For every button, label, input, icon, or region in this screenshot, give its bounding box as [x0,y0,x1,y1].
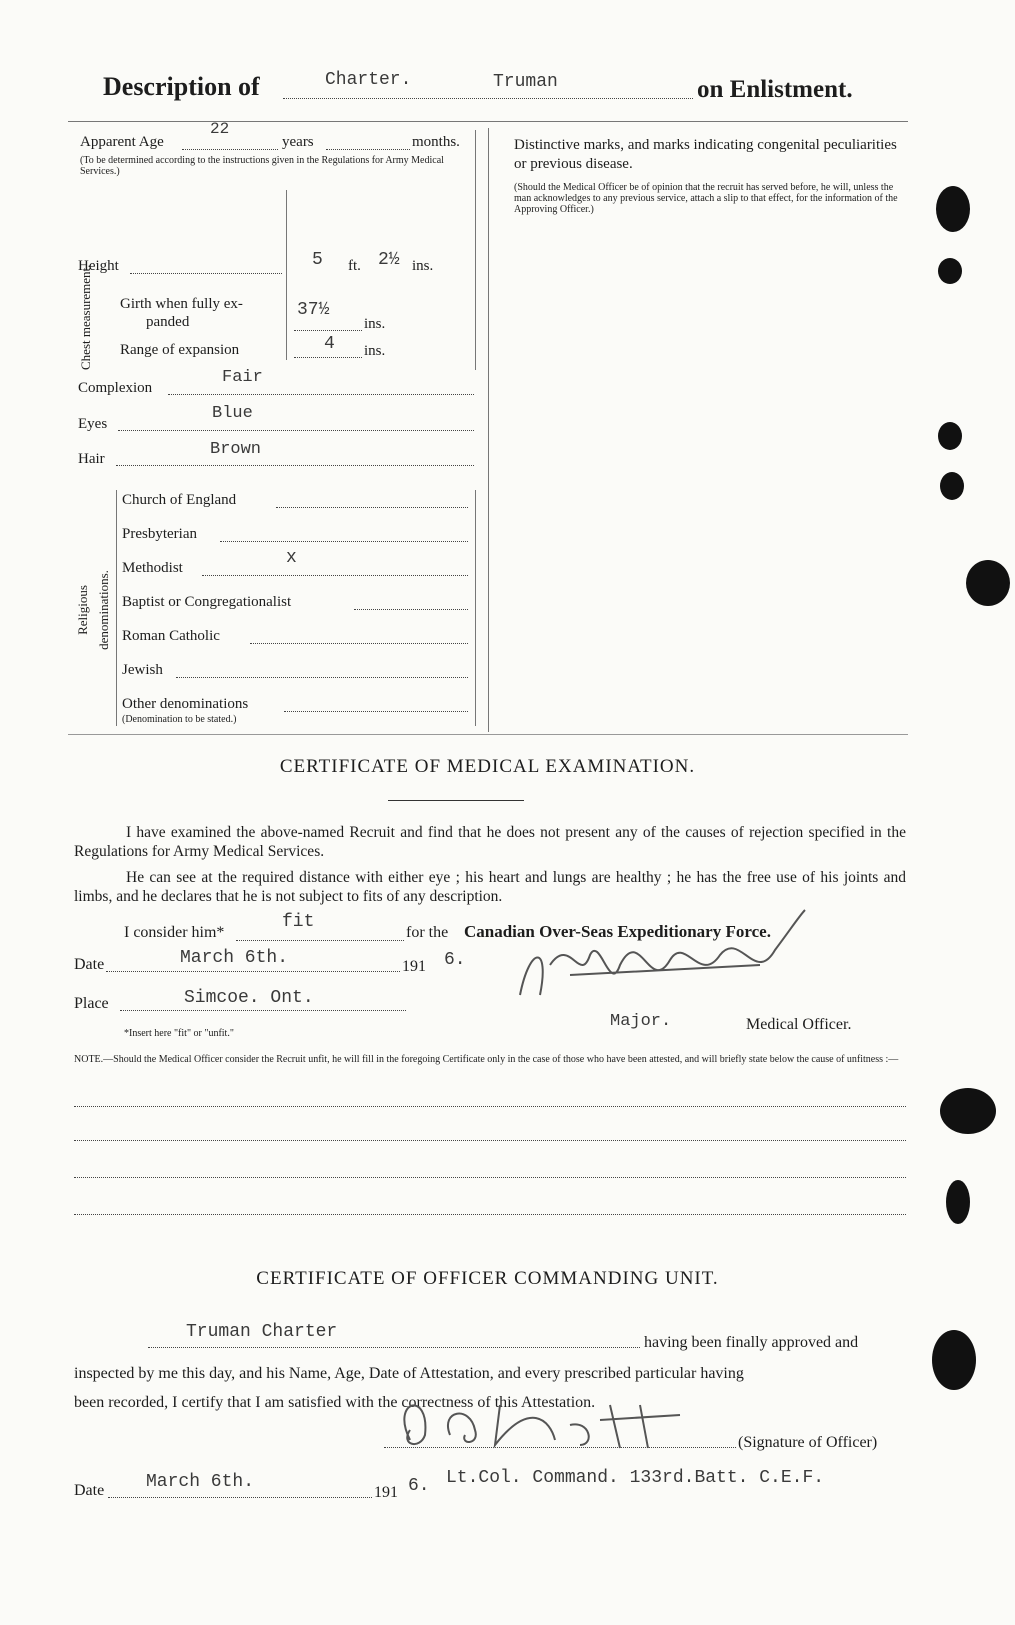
religion-side-label-1: Religious [75,585,90,635]
religion-side-label-2: denominations. [96,570,111,650]
measure-column-divider [286,190,287,360]
medical-para-2: He can see at the required distance with either eye ; his heart and lungs are healthy ; he has the free use of his joints and limbs, and he declares that he is not subject to fits of any description. [74,869,906,905]
complexion-value: Fair [222,368,263,387]
height-ft-label: ft. [348,258,361,274]
medical-year-prefix: 191 [402,958,426,975]
complexion-dotted-line [168,394,474,395]
header-suffix: on Enlistment. [697,76,853,103]
chest-girth-label-2: panded [146,314,190,330]
header-surname: Charter. [325,70,412,90]
commanding-line-3: been recorded, I certify that I am satisfied with the correctness of this Attestation. [74,1394,596,1411]
religion-bracket [116,490,117,726]
header-given-name: Truman [493,72,558,92]
medical-note: NOTE.—Should the Medical Officer consider the Recruit unfit, he will fill in the foregoing Certificate only in the case of those who have been attested, and will briefly state below the cause of unfitness :— [74,1054,899,1065]
age-dotted-line [182,149,278,150]
medical-place-value: Simcoe. Ont. [184,988,314,1008]
binder-hole [940,472,964,500]
age-note: (To be determined according to the instructions given in the Regulations for Army Medical Services.) [80,155,444,177]
medical-date-label: Date [74,956,105,973]
fitness-value: fit [282,912,315,932]
force-name: Canadian Over-Seas Expeditionary Force. [464,922,771,941]
height-feet: 5 [312,250,323,270]
medical-para-1: I have examined the above-named Recruit and find that he does not present any of the causes of rejection specified in the Regulations for Army Medical Services. [74,824,906,860]
medical-place-dotted-line [120,1010,406,1011]
religion-item-dotted-line [250,643,468,644]
medical-place-label: Place [74,995,109,1012]
hair-label: Hair [78,451,105,467]
religion-item-dotted-line [354,609,468,610]
chest-range-value: 4 [324,334,335,354]
commanding-officer-signature [380,1390,700,1460]
chest-range-dotted-line [294,357,362,358]
religion-selected-mark: x [286,548,297,568]
complexion-label: Complexion [78,380,153,396]
binder-hole [946,1180,970,1224]
religion-item-dotted-line [276,507,468,508]
commanding-year-prefix: 191 [374,1484,398,1501]
religion-item-dotted-line [176,677,468,678]
hair-value: Brown [210,440,262,459]
religion-item-label: Methodist [122,560,183,576]
religion-item-label: Church of England [122,492,237,508]
religion-item-label: Jewish [122,662,163,678]
eyes-dotted-line [118,430,474,431]
fitness-dotted-line [236,940,404,941]
commanding-date-dotted-line [108,1497,372,1498]
distinctive-title: Distinctive marks, and marks indicating congenital peculiarities or previous disease. [514,137,897,172]
chest-range-unit: ins. [364,343,386,359]
binder-hole [966,560,1010,606]
commanding-rank-unit: Lt.Col. Command. 133rd.Batt. C.E.F. [446,1468,825,1488]
medical-title: CERTIFICATE OF MEDICAL EXAMINATION. [279,756,696,777]
distinctive-note: (Should the Medical Officer be of opinion that the recruit has served before, he will, unless the man acknowledges to any previous service, attach a slip to that effect, for the information of the Approving Officer.) [514,182,898,215]
chest-side-label: Chest measurement. [78,264,93,370]
binder-hole [938,422,962,450]
commanding-date-label: Date [74,1482,105,1499]
chest-girth-value: 37½ [297,300,330,320]
medical-officer-label: Medical Officer. [746,1016,852,1033]
medical-year-digit: 6. [444,950,466,970]
for-label: for the [406,924,449,941]
age-value: 22 [210,120,230,138]
measure-right-divider [475,130,476,370]
medical-date-dotted-line [106,971,400,972]
commanding-year-digit: 6. [408,1476,430,1496]
chest-girth-label-1: Girth when fully ex- [120,296,243,312]
religion-item-dotted-line [220,541,468,542]
religion-item-label: Baptist or Congregationalist [122,594,292,610]
header-dotted-line [283,98,693,99]
officer-signature-dotted-line [384,1447,736,1448]
height-label: Height [78,258,119,274]
religion-item-label: Roman Catholic [122,628,220,644]
chest-girth-unit: ins. [364,316,386,332]
age-months-label: months. [412,134,460,150]
recruit-name: Truman Charter [186,1322,338,1342]
binder-hole [940,1088,996,1134]
binder-hole [932,1330,976,1390]
table-center-divider [488,128,489,732]
eyes-label: Eyes [78,416,108,432]
hair-dotted-line [116,465,474,466]
height-inches: 2½ [378,250,400,270]
unfitness-line [74,1177,906,1178]
medical-date-value: March 6th. [180,948,289,968]
unfitness-line [74,1106,906,1107]
title-underline [388,800,524,801]
binder-hole [936,186,970,232]
religion-item-dotted-line [202,575,468,576]
eyes-value: Blue [212,404,253,423]
table-top-rule [68,121,908,122]
unfitness-line [74,1140,906,1141]
commanding-line-2: inspected by me this day, and his Name, Age, Date of Attestation, and every prescribed particular having [74,1365,744,1382]
binder-hole [938,258,962,284]
religion-item-dotted-line [284,711,468,712]
recruit-name-dotted-line [148,1347,640,1348]
religion-other-note: (Denomination to be stated.) [122,714,237,725]
religion-item-label: Other denominations [122,696,249,712]
commanding-date-value: March 6th. [146,1472,255,1492]
commanding-line-1-end: having been finally approved and [644,1334,859,1351]
medical-officer-rank: Major. [610,1012,672,1031]
signature-of-officer-label: (Signature of Officer) [738,1434,878,1451]
consider-label: I consider him* [124,924,225,941]
chest-range-label: Range of expansion [120,342,240,358]
age-label: Apparent Age [80,134,164,150]
age-years-label: years [282,134,314,150]
header-prefix: Description of [103,72,260,101]
age-months-dotted-line [326,149,410,150]
height-ins-label: ins. [412,258,434,274]
religion-right-divider [475,490,476,726]
commanding-title: CERTIFICATE OF OFFICER COMMANDING UNIT. [256,1268,719,1289]
section-rule [68,734,908,735]
religion-item-label: Presbyterian [122,526,197,542]
chest-girth-dotted-line [294,330,362,331]
medical-officer-signature [510,905,830,1025]
unfitness-line [74,1214,906,1215]
insert-note: *Insert here "fit" or "unfit." [124,1028,234,1039]
height-dotted-line [130,273,282,274]
